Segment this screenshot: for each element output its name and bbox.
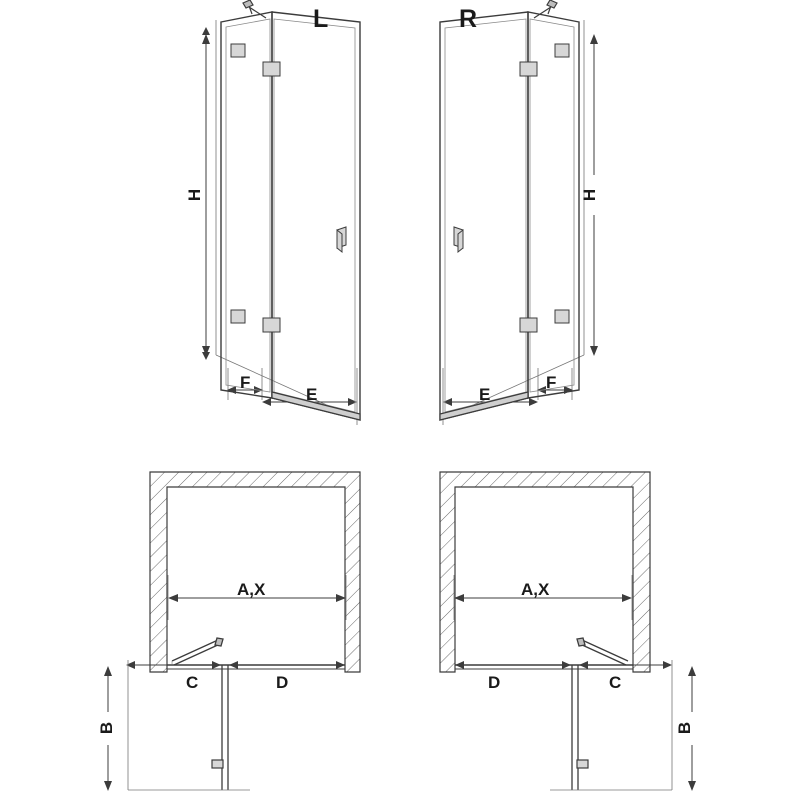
dim-h-right: H bbox=[580, 188, 600, 202]
dim-f-right: F bbox=[546, 373, 557, 392]
dim-f-left: F bbox=[240, 373, 251, 392]
dim-ax-left: A,X bbox=[237, 580, 266, 599]
plan-left-view bbox=[104, 472, 360, 791]
dim-e-left: E bbox=[306, 385, 318, 404]
variant-label-right: R bbox=[459, 5, 478, 33]
elevation-right-view bbox=[440, 0, 598, 425]
dim-ax-right: A,X bbox=[521, 580, 550, 599]
variant-label-left: L bbox=[313, 5, 329, 33]
dim-d-left: D bbox=[276, 673, 289, 692]
dim-e-right: E bbox=[479, 385, 491, 404]
dim-h-left: H bbox=[185, 188, 205, 202]
dim-b-left: B bbox=[97, 721, 117, 735]
dim-c-right: C bbox=[609, 673, 622, 692]
elevation-left-view bbox=[202, 0, 360, 425]
dim-c-left: C bbox=[186, 673, 199, 692]
dim-d-right: D bbox=[488, 673, 501, 692]
dim-b-right: B bbox=[675, 721, 695, 735]
plan-right-view bbox=[440, 472, 696, 791]
